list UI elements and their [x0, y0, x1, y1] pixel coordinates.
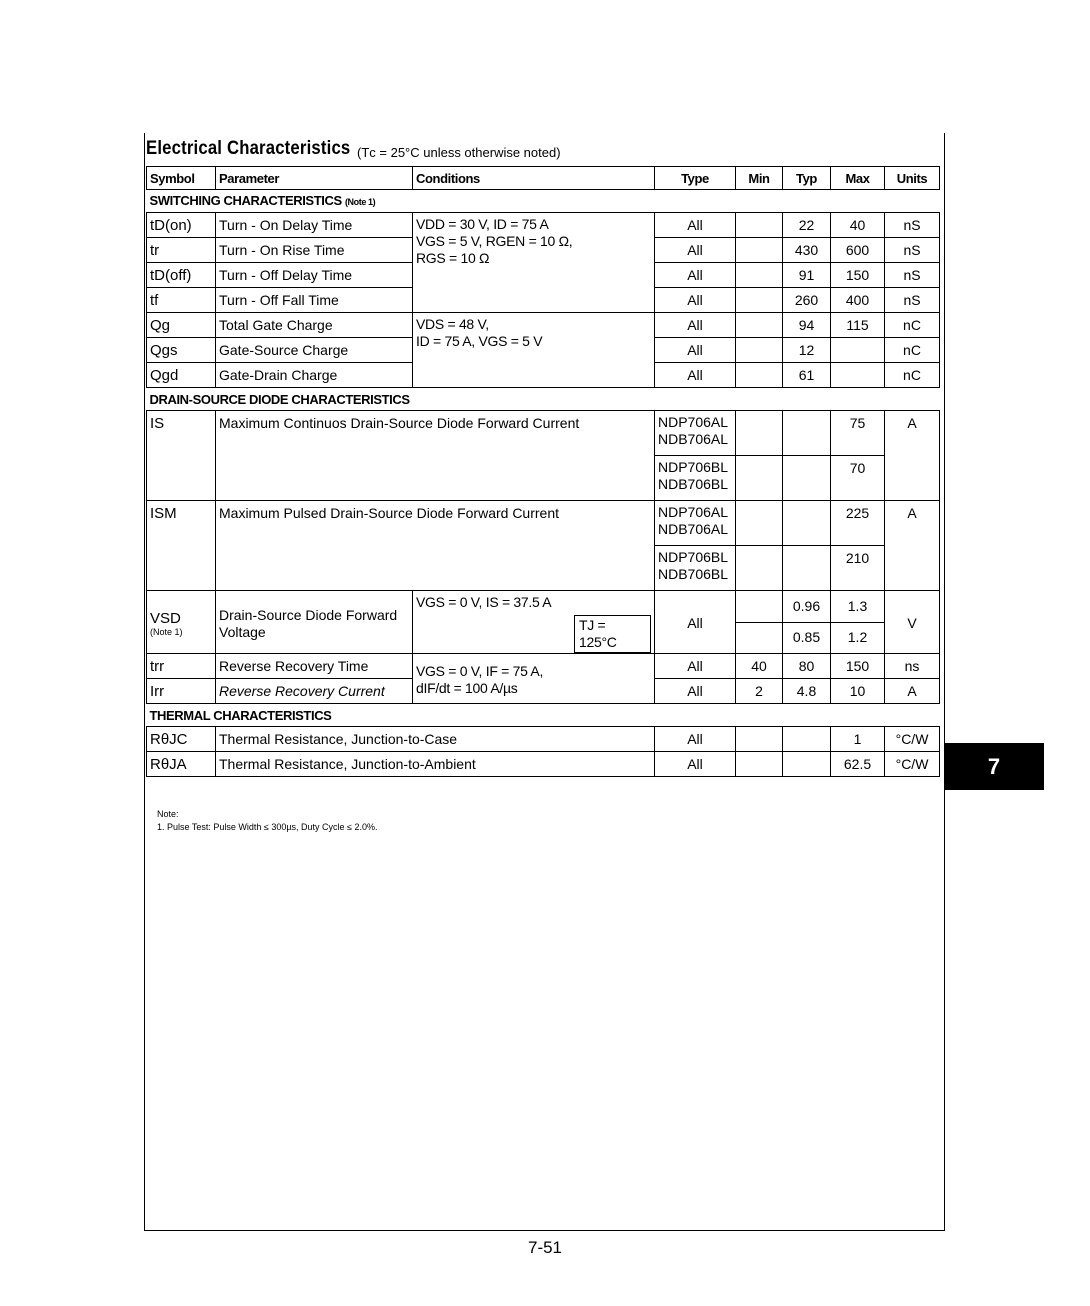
col-header: Typ: [783, 167, 831, 190]
min-cell: [736, 501, 783, 546]
symbol-cell: tD(on): [147, 213, 216, 238]
min-cell: [736, 338, 783, 363]
note-line: 1. Pulse Test: Pulse Width ≤ 300µs, Duty Cycle ≤ 2.0%.: [157, 822, 378, 832]
max-cell: 62.5: [831, 752, 885, 777]
max-cell: 150: [831, 263, 885, 288]
max-cell: 1.3: [831, 591, 885, 623]
conditions-cell: VDS = 48 V, ID = 75 A, VGS = 5 V: [413, 313, 655, 388]
col-header: Max: [831, 167, 885, 190]
electrical-characteristics-table: [146, 166, 940, 777]
type-cell: All: [655, 213, 736, 238]
type-cell: All: [655, 363, 736, 388]
min-cell: [736, 313, 783, 338]
max-cell: 1: [831, 727, 885, 752]
table-row: [147, 727, 940, 752]
typ-cell: 4.8: [783, 679, 831, 704]
section-tab: 7: [944, 743, 1044, 790]
units-cell: nS: [885, 288, 940, 313]
min-cell: [736, 363, 783, 388]
symbol-cell: Qgd: [147, 363, 216, 388]
symbol-cell: Qgs: [147, 338, 216, 363]
parameter-cell: Reverse Recovery Current: [216, 679, 413, 704]
symbol-cell: ISM: [147, 501, 216, 591]
typ-cell: 94: [783, 313, 831, 338]
typ-cell: [783, 752, 831, 777]
notes: [157, 808, 378, 834]
symbol-cell: Irr: [147, 679, 216, 704]
min-cell: [736, 411, 783, 456]
table-row: [147, 313, 940, 338]
junction-temp-label: TJ = 125°C: [574, 615, 651, 653]
notes-label: Note:: [157, 809, 179, 819]
header-row: [147, 167, 940, 190]
type-cell: All: [655, 679, 736, 704]
max-cell: 1.2: [831, 622, 885, 654]
min-cell: [736, 752, 783, 777]
type-cell: NDP706BL NDB706BL: [655, 456, 736, 501]
parameter-cell: Gate-Drain Charge: [216, 363, 413, 388]
type-cell: All: [655, 654, 736, 679]
units-cell: nS: [885, 238, 940, 263]
parameter-cell: Gate-Source Charge: [216, 338, 413, 363]
max-cell: 10: [831, 679, 885, 704]
conditions-cell: VGS = 0 V, IF = 75 A, dIF/dt = 100 A/µs: [413, 654, 655, 704]
parameter-cell: Total Gate Charge: [216, 313, 413, 338]
page-number: 7-51: [527, 1238, 563, 1257]
type-cell: All: [655, 263, 736, 288]
title-main: Electrical Characteristics: [146, 138, 351, 159]
typ-cell: [783, 727, 831, 752]
parameter-cell: Maximum Continuos Drain-Source Diode Forward Current: [216, 411, 655, 501]
units-cell: A: [885, 501, 940, 591]
col-header: Parameter: [216, 167, 413, 190]
typ-cell: [783, 546, 831, 591]
type-cell: All: [655, 288, 736, 313]
units-cell: nC: [885, 313, 940, 338]
max-cell: 150: [831, 654, 885, 679]
min-cell: 40: [736, 654, 783, 679]
col-header: Units: [885, 167, 940, 190]
title-condition: (Tᴄ = 25°C unless otherwise noted): [357, 145, 561, 160]
parameter-cell: Maximum Pulsed Drain-Source Diode Forward Current: [216, 501, 655, 591]
col-header: Symbol: [147, 167, 216, 190]
parameter-cell: Drain-Source Diode Forward Voltage: [216, 591, 413, 654]
min-cell: [736, 727, 783, 752]
min-cell: [736, 238, 783, 263]
section-title: SWITCHING CHARACTERISTICS (Note 1): [147, 190, 940, 213]
type-cell: NDP706BL NDB706BL: [655, 546, 736, 591]
max-cell: 115: [831, 313, 885, 338]
typ-cell: 22: [783, 213, 831, 238]
symbol-cell: tD(off): [147, 263, 216, 288]
typ-cell: 0.85: [783, 622, 831, 654]
units-cell: V: [885, 591, 940, 654]
section-row: [147, 704, 940, 727]
table-row: [147, 501, 940, 546]
typ-cell: 0.96: [783, 591, 831, 623]
min-cell: [736, 263, 783, 288]
symbol-cell: RθJC: [147, 727, 216, 752]
max-cell: 225: [831, 501, 885, 546]
parameter-cell: Turn - Off Fall Time: [216, 288, 413, 313]
max-cell: [831, 363, 885, 388]
units-cell: A: [885, 411, 940, 501]
section-title: DRAIN-SOURCE DIODE CHARACTERISTICS: [147, 388, 940, 411]
type-cell: All: [655, 238, 736, 263]
units-cell: A: [885, 679, 940, 704]
max-cell: [831, 338, 885, 363]
units-cell: nC: [885, 338, 940, 363]
parameter-cell: Turn - On Delay Time: [216, 213, 413, 238]
table-row: [147, 752, 940, 777]
typ-cell: 80: [783, 654, 831, 679]
parameter-cell: Thermal Resistance, Junction-to-Case: [216, 727, 655, 752]
col-header: Min: [736, 167, 783, 190]
col-header: Conditions: [413, 167, 655, 190]
min-cell: [736, 591, 783, 623]
type-cell: All: [655, 313, 736, 338]
max-cell: 40: [831, 213, 885, 238]
typ-cell: [783, 456, 831, 501]
min-cell: [736, 288, 783, 313]
units-cell: °C/W: [885, 752, 940, 777]
min-cell: [736, 213, 783, 238]
symbol-cell: tr: [147, 238, 216, 263]
units-cell: °C/W: [885, 727, 940, 752]
section-row: [147, 190, 940, 213]
min-cell: [736, 622, 783, 654]
typ-cell: [783, 411, 831, 456]
typ-cell: 91: [783, 263, 831, 288]
max-cell: 70: [831, 456, 885, 501]
table-title: [146, 138, 936, 164]
conditions-cell: VGS = 0 V, IS = 37.5 A TJ = 125°C: [413, 591, 655, 654]
symbol-cell: IS: [147, 411, 216, 501]
units-cell: nC: [885, 363, 940, 388]
max-cell: 400: [831, 288, 885, 313]
symbol-cell: VSD (Note 1): [147, 591, 216, 654]
units-cell: ns: [885, 654, 940, 679]
type-cell: NDP706AL NDB706AL: [655, 411, 736, 456]
typ-cell: 61: [783, 363, 831, 388]
table-row: [147, 411, 940, 456]
table-row: [147, 591, 940, 623]
min-cell: 2: [736, 679, 783, 704]
max-cell: 210: [831, 546, 885, 591]
parameter-cell: Thermal Resistance, Junction-to-Ambient: [216, 752, 655, 777]
symbol-cell: tf: [147, 288, 216, 313]
typ-cell: 260: [783, 288, 831, 313]
max-cell: 600: [831, 238, 885, 263]
section-row: [147, 388, 940, 411]
parameter-cell: Reverse Recovery Time: [216, 654, 413, 679]
typ-cell: 430: [783, 238, 831, 263]
min-cell: [736, 456, 783, 501]
max-cell: 75: [831, 411, 885, 456]
units-cell: nS: [885, 213, 940, 238]
type-cell: NDP706AL NDB706AL: [655, 501, 736, 546]
typ-cell: [783, 501, 831, 546]
symbol-cell: trr: [147, 654, 216, 679]
table-row: [147, 654, 940, 679]
table-row: [147, 213, 940, 238]
section-title: THERMAL CHARACTERISTICS: [147, 704, 940, 727]
min-cell: [736, 546, 783, 591]
type-cell: All: [655, 752, 736, 777]
type-cell: All: [655, 591, 736, 654]
symbol-cell: Qg: [147, 313, 216, 338]
units-cell: nS: [885, 263, 940, 288]
symbol-cell: RθJA: [147, 752, 216, 777]
parameter-cell: Turn - Off Delay Time: [216, 263, 413, 288]
type-cell: All: [655, 338, 736, 363]
typ-cell: 12: [783, 338, 831, 363]
type-cell: All: [655, 727, 736, 752]
col-header: Type: [655, 167, 736, 190]
parameter-cell: Turn - On Rise Time: [216, 238, 413, 263]
conditions-cell: VDD = 30 V, ID = 75 A VGS = 5 V, RGEN = 10 Ω, RGS = 10 Ω: [413, 213, 655, 313]
